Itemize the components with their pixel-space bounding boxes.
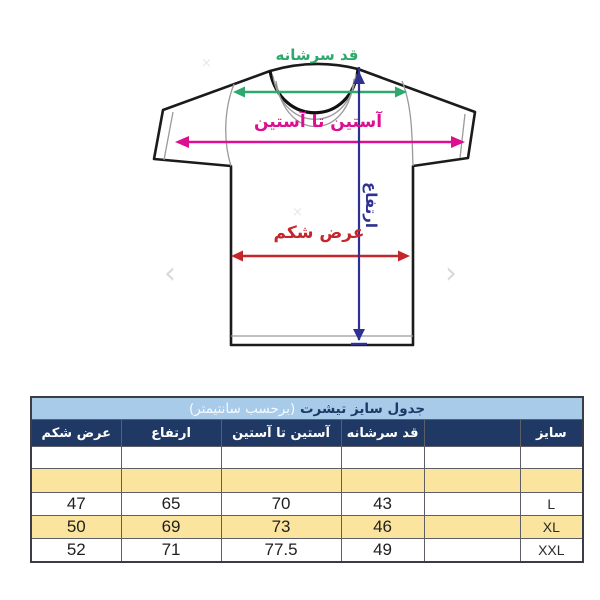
shoulder-width-label: قد سرشانه (275, 46, 359, 64)
table-row-XXL (31, 539, 583, 563)
cell-belly: 52 (31, 539, 121, 563)
header-size: سایز (520, 420, 583, 447)
cell-sleeve: 77.5 (221, 539, 341, 563)
table-row-L (31, 493, 583, 516)
spacer-row (31, 447, 583, 469)
table-title-main: جدول سایز تیشرت (295, 400, 426, 417)
table-title-row (31, 397, 583, 420)
cell-sleeve: 70 (221, 493, 341, 516)
cell-empty (424, 493, 520, 516)
spacer-row (31, 469, 583, 493)
tshirt-outline (154, 64, 475, 345)
header-shoulder: قد سرشانه (341, 420, 424, 447)
prev-chevron-icon[interactable]: ‹ (164, 256, 176, 291)
size-table (30, 396, 584, 563)
cell-height: 71 (121, 539, 221, 563)
cell-belly: 50 (31, 516, 121, 539)
watermark-x-icon: × (292, 205, 303, 220)
cell-shoulder: 49 (341, 539, 424, 563)
cell-empty (424, 516, 520, 539)
cell-height: 65 (121, 493, 221, 516)
cell-size: XL (520, 516, 583, 539)
header-belly: عرض شکم (31, 420, 121, 447)
table-header-row (31, 420, 583, 447)
cell-belly: 47 (31, 493, 121, 516)
cell-height: 69 (121, 516, 221, 539)
cell-sleeve: 73 (221, 516, 341, 539)
cell-shoulder: 46 (341, 516, 424, 539)
belly-width-label: عرض شکم (273, 223, 365, 243)
cell-size: XXL (520, 539, 583, 563)
table-row-XL (31, 516, 583, 539)
cell-shoulder: 43 (341, 493, 424, 516)
sleeve-to-sleeve-label: آستین تا آستین (253, 112, 383, 132)
cell-size: L (520, 493, 583, 516)
watermark-x-icon: × (201, 56, 212, 71)
header-empty (424, 420, 520, 447)
table-title (31, 397, 583, 420)
table-title-unit: (برحسب سانتیمتر) (188, 400, 296, 417)
height-label: ارتفاع (362, 181, 380, 229)
next-chevron-icon[interactable]: › (445, 256, 457, 291)
cell-empty (424, 539, 520, 563)
header-height: ارتفاع (121, 420, 221, 447)
header-sleeve: آستین تا آستین (221, 420, 341, 447)
